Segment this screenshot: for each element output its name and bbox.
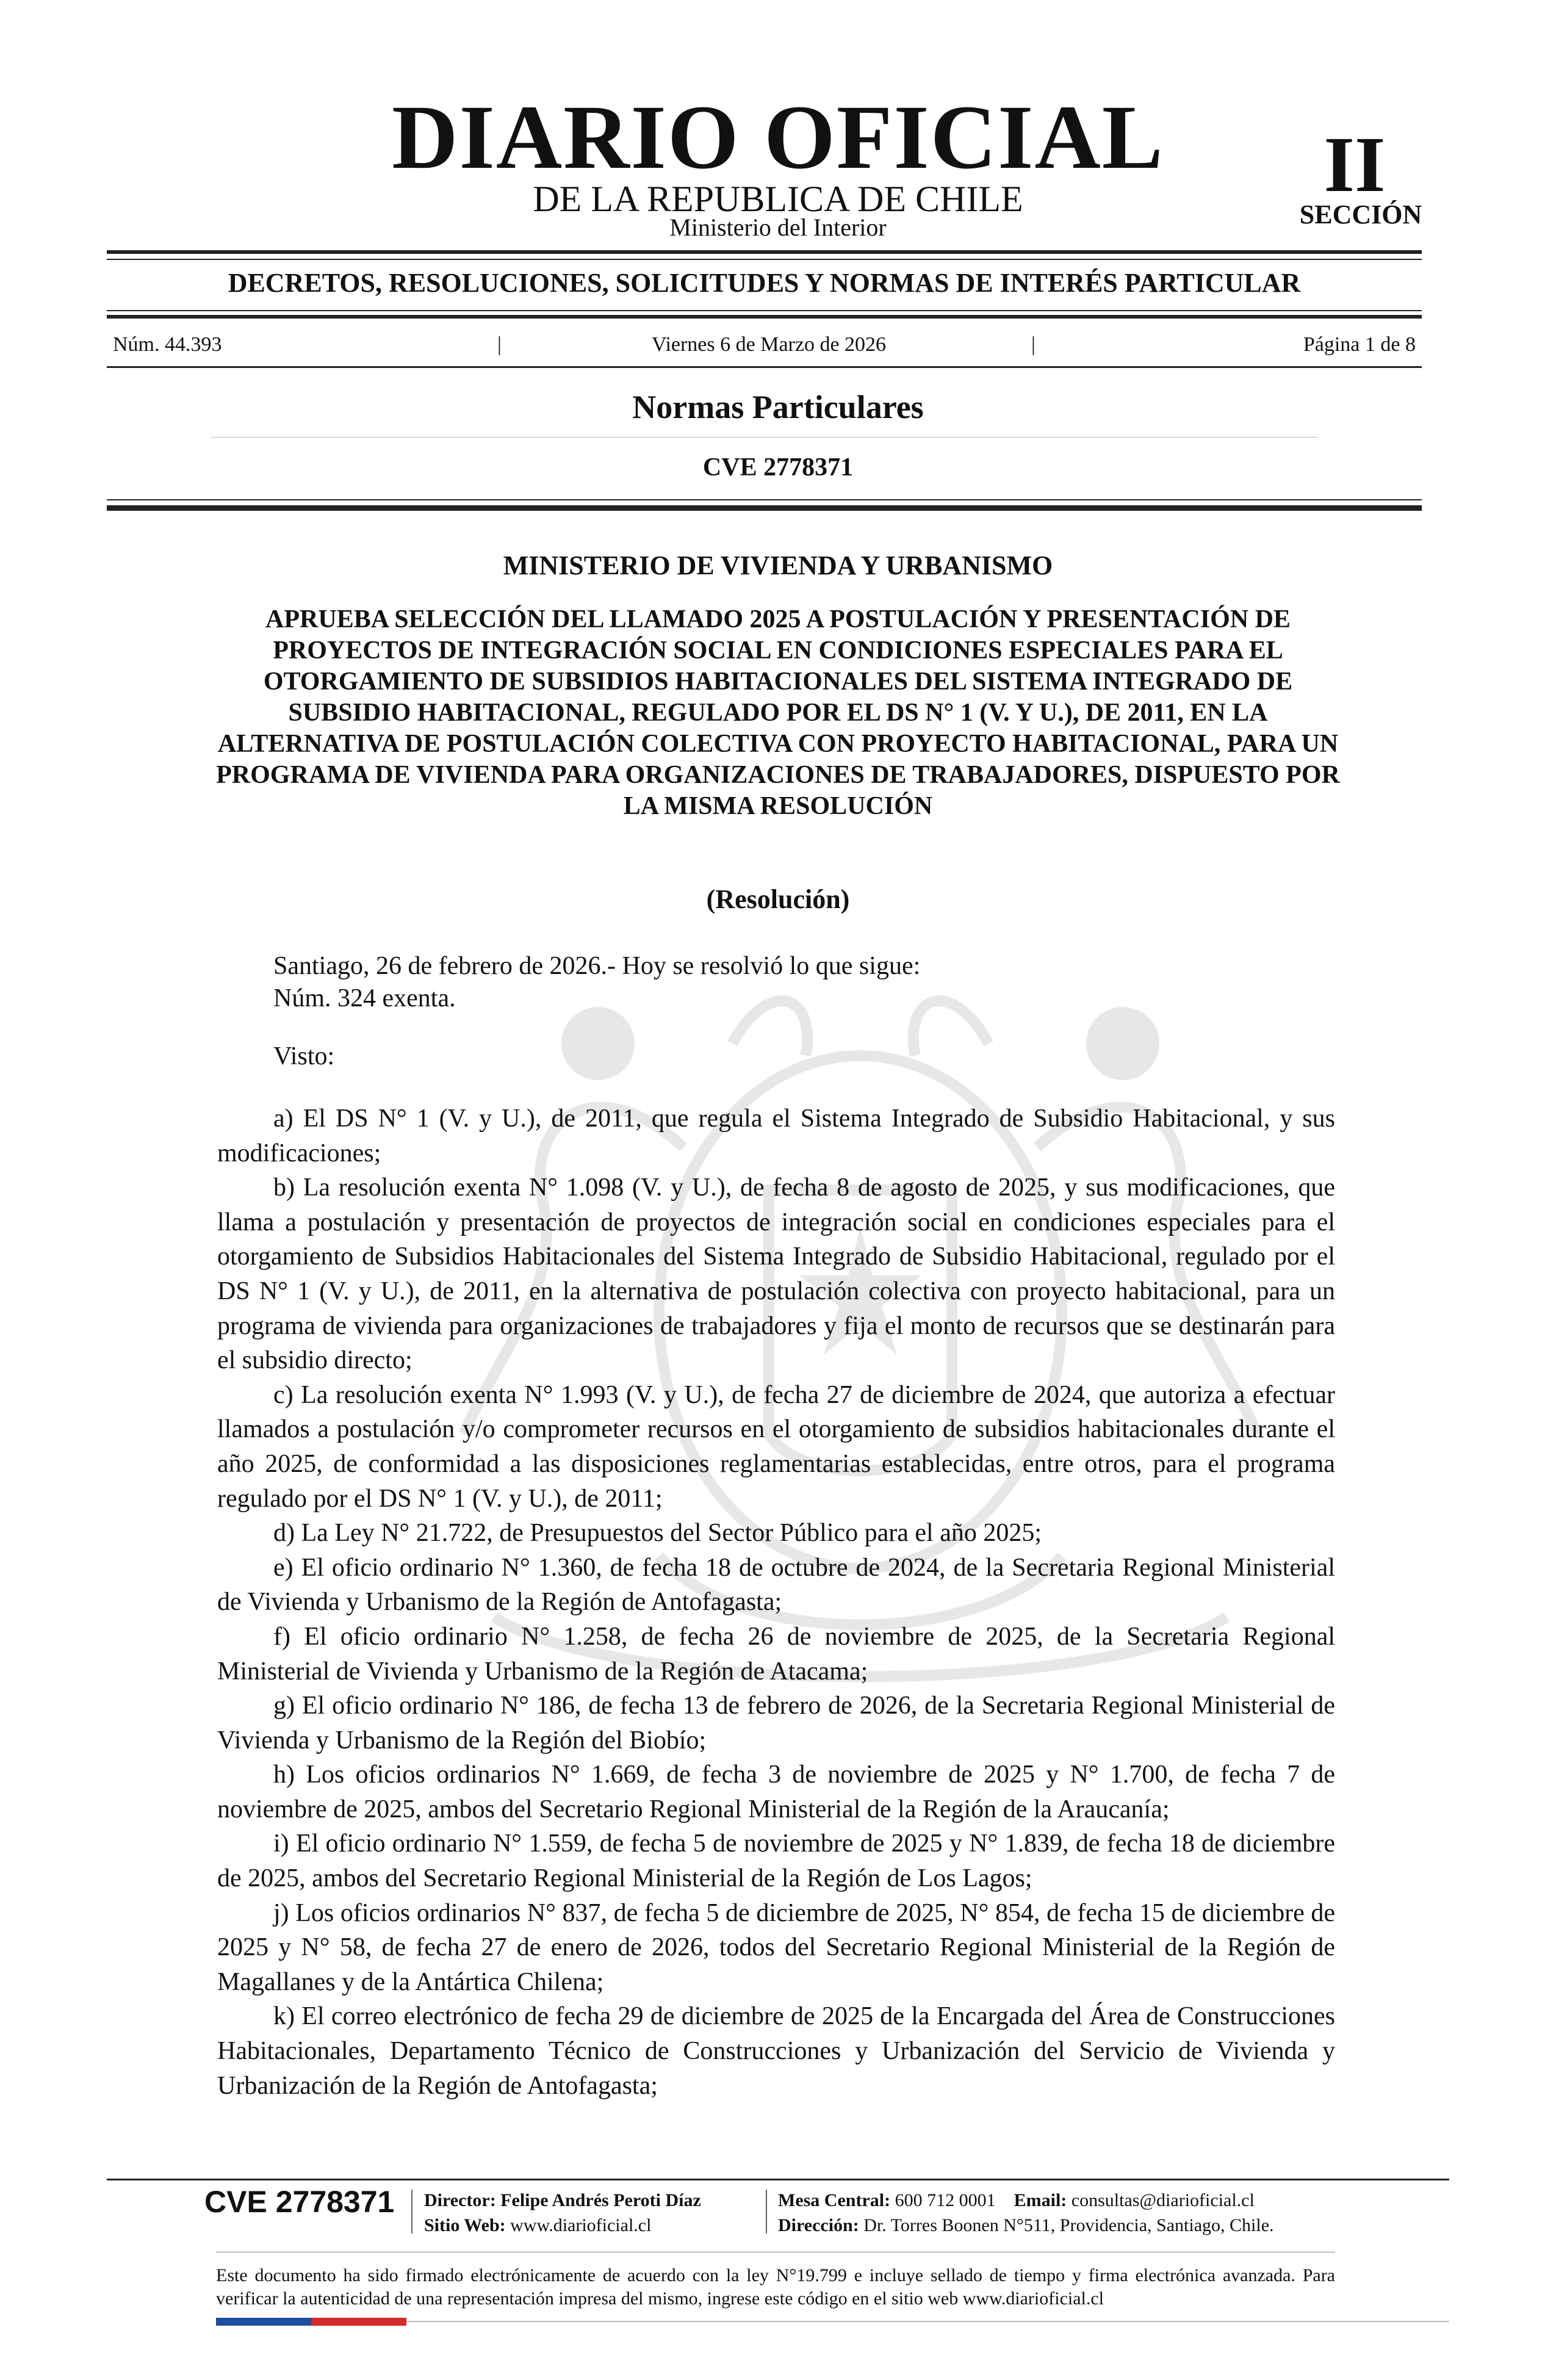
web-label: Sitio Web: (424, 2215, 506, 2235)
email-label: Email: (1014, 2190, 1067, 2210)
masthead-ministry: Ministerio del Interior (669, 214, 887, 241)
visto-item-i: i) El oficio ordinario N° 1.559, de fecha 5 de noviembre de 2025 y N° 1.839, de fecha 18 de diciembre de 2025, ambos del Secretario Regional Ministerial de la Región de Los Lagos; (217, 1830, 1335, 1893)
masthead-title: DIARIO OFICIAL (392, 87, 1164, 188)
section-heading: Normas Particulares (632, 389, 924, 425)
visto-item-b: b) La resolución exenta N° 1.098 (V. y U.), de fecha 8 de agosto de 2025, y sus modificaciones, que llama a postulación y presentación de proyectos de integración social en condiciones especiales para el otorgamiento de Subsidios Habitacionales del Sistema Integrado de Subsidio Habitacional, regulado por el DS N° 1 (V. y U.), de 2011, en la alternativa de postulación colectiva con proyecto habitacional, para un programa de vivienda para organizaciones de trabajadores y fija el monto de recursos que se destinarán para el subsidio directo; (217, 1174, 1335, 1375)
email-link[interactable]: consultas@diarioficial.cl (1071, 2190, 1255, 2210)
mesa-label: Mesa Central: (778, 2190, 891, 2210)
visto-item-f: f) El oficio ordinario N° 1.258, de fecha 26 de noviembre de 2025, de la Secretaria Regional Ministerial de Vivienda y Urbanismo de la Región de Atacama; (217, 1622, 1335, 1686)
signature-notice: Este documento ha sido firmado electrónicamente de acuerdo con la ley N°19.799 e incluye sellado de tiempo y firma electrónica avanzada. Para verificar la autenticidad de una representación impresa del mismo, ingrese este código en el sitio web www.diarioficial.cl (216, 2265, 1335, 2309)
footer-contact-block (778, 2188, 1274, 2238)
footer-divider (411, 2190, 412, 2234)
section-heading-rule (211, 437, 1318, 438)
visto-item-e: e) El oficio ordinario N° 1.360, de fecha 18 de octubre de 2024, de la Secretaria Regional Ministerial de Vivienda y Urbanismo de la Región de Antofagasta; (217, 1553, 1335, 1617)
footer-divider (766, 2190, 767, 2234)
page-number: Página 1 de 8 (1303, 333, 1416, 356)
visto-label: Visto: (273, 1042, 335, 1070)
info-rule (107, 366, 1422, 368)
visto-item-j: j) Los oficios ordinarios N° 837, de fecha 5 de diciembre de 2025, N° 854, de fecha 15 de diciembre de 2025 y N° 58, de fecha 27 de enero de 2026, todos del Secretario Regional Ministerial de la Región de Magallanes y de la Antártica Chilena; (217, 1899, 1335, 1996)
header-rule-thick (107, 505, 1422, 511)
footer-rule-top (107, 2179, 1449, 2180)
info-separator: | (497, 333, 502, 356)
issuing-ministry: MINISTERIO DE VIVIENDA Y URBANISMO (503, 550, 1053, 580)
category-heading: DECRETOS, RESOLUCIONES, SOLICITUDES Y NORMAS DE INTERÉS PARTICULAR (228, 268, 1301, 298)
issue-date: Viernes 6 de Marzo de 2026 (651, 333, 887, 356)
visto-item-c: c) La resolución exenta N° 1.993 (V. y U.), de fecha 27 de diciembre de 2024, que autoriza a efectuar llamados a postulación y/o comprometer recursos en el otorgamiento de subsidios habitacionales durante el año 2025, de conformidad a las disposiciones reglamentarias establecidas, entre otros, para el programa regulado por el DS N° 1 (V. y U.), de 2011; (217, 1380, 1335, 1513)
place-date: Santiago, 26 de febrero de 2026.- Hoy se resolvió lo que sigue: (273, 952, 921, 980)
visto-item-g: g) El oficio ordinario N° 186, de fecha 13 de febrero de 2026, de la Secretaria Regional Ministerial de Vivienda y Urbanismo de la Región del Biobío; (217, 1692, 1335, 1754)
visto-item-k: k) El correo electrónico de fecha 29 de diciembre de 2025 de la Encargada del Área de Construcciones Habitacionales, Departamento Técnico de Construcciones y Urbanización del Servicio de Vivienda y Urbanización de la Región de Antofagasta; (217, 2002, 1335, 2100)
category-rule-thick (107, 315, 1422, 319)
visto-item-a: a) El DS N° 1 (V. y U.), de 2011, que regula el Sistema Integrado de Subsidio Habitacional, y sus modificaciones; (217, 1105, 1335, 1167)
resolution-title: APRUEBA SELECCIÓN DEL LLAMADO 2025 A POSTULACIÓN Y PRESENTACIÓN DE PROYECTOS DE INTEGRACIÓN SOCIAL EN CONDICIONES ESPECIALES PARA EL OTORGAMIENTO DE SUBSIDIOS HABITACIONALES DEL SISTEMA INTEGRADO DE SUBSIDIO HABITACIONAL, REGULADO POR EL DS N° 1 (V. Y U.), DE 2011, EN LA ALTERNATIVA DE POSTULACIÓN COLECTIVA CON PROYECTO HABITACIONAL, PARA UN PROGRAMA DE VIVIENDA PARA ORGANIZACIONES DE TRABAJADORES, DISPUESTO POR LA MISMA RESOLUCIÓN (216, 605, 1340, 820)
section-label: SECCIÓN (1299, 200, 1422, 229)
address: Dr. Torres Boonen N°511, Providencia, Santiago, Chile. (863, 2215, 1274, 2235)
resolution-number: Núm. 324 exenta. (273, 984, 456, 1012)
section-number: II (1324, 121, 1386, 209)
footer-rule-bottom (406, 2321, 1449, 2322)
header-rule-thin (107, 499, 1422, 500)
masthead-rule-thick (107, 250, 1422, 254)
visto-item-d: d) La Ley N° 21.722, de Presupuestos del Sector Público para el año 2025; (273, 1519, 1042, 1548)
visto-list (217, 1102, 1335, 2103)
director-label: Director: (424, 2190, 496, 2210)
issue-number: Núm. 44.393 (113, 333, 222, 356)
info-separator: | (1031, 333, 1036, 356)
document-type: (Resolución) (706, 884, 850, 914)
masthead-rule-thin (107, 259, 1422, 260)
masthead-subtitle: DE LA REPUBLICA DE CHILE (533, 179, 1023, 219)
mesa-phone: 600 712 0001 (895, 2190, 996, 2210)
director-name: Felipe Andrés Peroti Díaz (500, 2190, 701, 2210)
flag-bar-red (311, 2318, 406, 2326)
category-rule-thin (107, 310, 1422, 311)
visto-item-h: h) Los oficios ordinarios N° 1.669, de fecha 3 de noviembre de 2025 y N° 1.700, de fecha 7 de noviembre de 2025, ambos del Secretario Regional Ministerial de la Región de la Araucanía; (217, 1761, 1335, 1823)
footer-director-block (424, 2188, 701, 2238)
cve-code: CVE 2778371 (702, 453, 854, 481)
flag-bar-blue (216, 2318, 311, 2326)
website-link[interactable]: www.diarioficial.cl (510, 2215, 652, 2235)
footer-cve-code: CVE 2778371 (204, 2185, 395, 2219)
address-label: Dirección: (778, 2215, 859, 2235)
